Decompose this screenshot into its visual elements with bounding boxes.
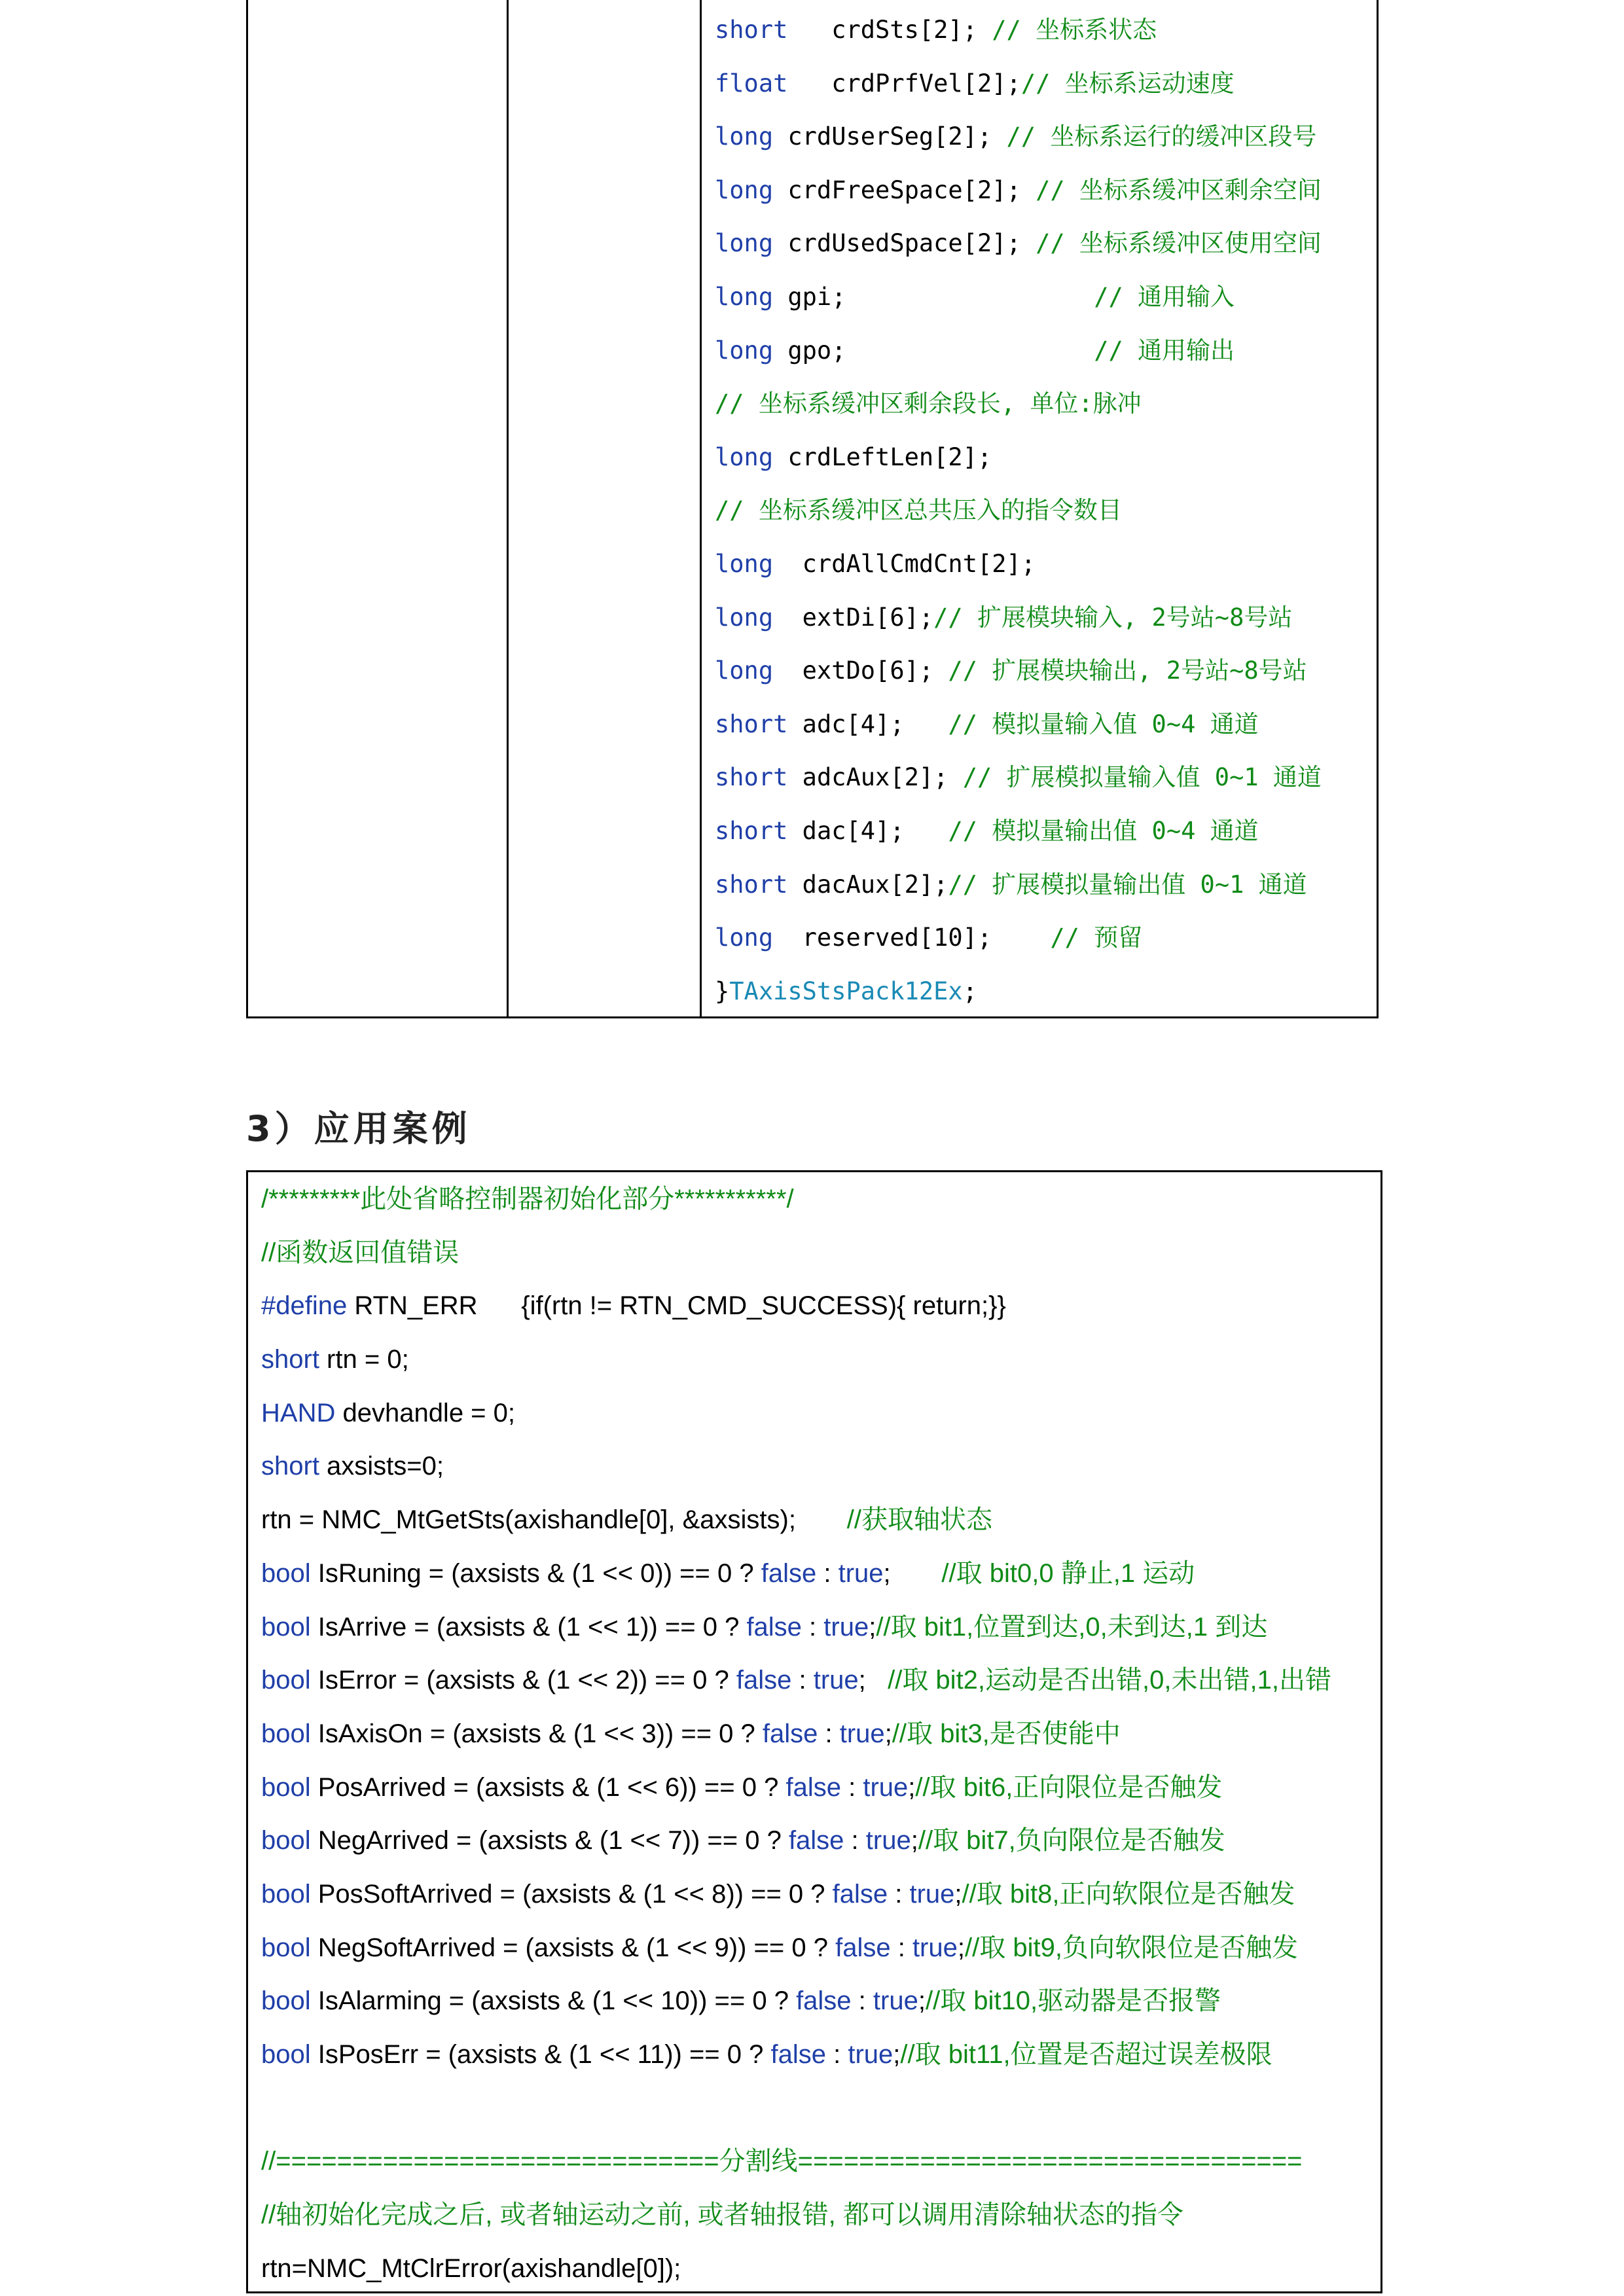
code-line bbox=[261, 1280, 1331, 1333]
code-line bbox=[261, 1761, 1331, 1815]
code-token: long bbox=[715, 442, 774, 471]
code-line bbox=[261, 2189, 1331, 2242]
code-line bbox=[261, 1333, 1331, 1387]
code-token: : bbox=[816, 1558, 839, 1588]
code-token: // 坐标系缓冲区总共压入的指令数目 bbox=[715, 496, 1122, 525]
code-token: short bbox=[261, 1345, 319, 1374]
code-token: // 扩展模拟量输出值 0~1 通道 bbox=[948, 870, 1307, 899]
code-token: extDo[6]; bbox=[773, 656, 948, 685]
code-token: true bbox=[865, 1826, 911, 1856]
code-token: ; bbox=[918, 1986, 926, 2016]
code-token: TAxisStsPack12Ex bbox=[729, 977, 963, 1005]
code-token: ; bbox=[869, 1612, 876, 1641]
code-line bbox=[261, 2028, 1331, 2082]
code-token: ; bbox=[908, 1772, 916, 1802]
code-line bbox=[715, 804, 1322, 858]
code-token: : bbox=[851, 1986, 873, 2016]
code-token: float bbox=[715, 69, 788, 98]
code-token: //取 bit6,正向限位是否触发 bbox=[915, 1772, 1223, 1802]
code-token: //获取轴状态 bbox=[846, 1505, 992, 1535]
code-token: adcAux[2]; bbox=[787, 763, 963, 792]
code-line bbox=[715, 591, 1322, 645]
code-token: // 模拟量输出值 0~4 通道 bbox=[948, 816, 1259, 845]
code-token: NegSoftArrived = (axsists & (1 << 9)) == 0 ? bbox=[310, 1933, 836, 1962]
code-token: : bbox=[801, 1612, 824, 1641]
code-token: //函数返回值错误 bbox=[261, 1238, 460, 1267]
code-line bbox=[715, 3, 1322, 57]
code-token: crdUsedSpace[2]; bbox=[773, 229, 1036, 258]
code-token: bool bbox=[261, 1558, 311, 1588]
code-token: long bbox=[715, 229, 774, 258]
code-token: bool bbox=[261, 1772, 311, 1802]
code-token: false bbox=[770, 2040, 826, 2069]
code-line bbox=[261, 1547, 1331, 1601]
code-token: : bbox=[844, 1826, 866, 1856]
code-token: adc[4]; bbox=[787, 709, 948, 738]
code-token: false bbox=[785, 1772, 841, 1802]
code-line bbox=[261, 1868, 1331, 1922]
code-token: true bbox=[909, 1879, 955, 1909]
code-token: long bbox=[715, 924, 774, 952]
code-token: : bbox=[890, 1933, 912, 1962]
code-token: ; bbox=[911, 1826, 918, 1856]
code-token: long bbox=[715, 336, 774, 365]
code-token: crdUserSeg[2]; bbox=[773, 122, 1007, 151]
table-column-divider bbox=[507, 0, 509, 1016]
code-line bbox=[261, 1601, 1331, 1655]
code-line bbox=[261, 1387, 1331, 1441]
code-token: short bbox=[261, 1452, 319, 1481]
code-line bbox=[715, 270, 1322, 324]
code-token: bool bbox=[261, 1986, 311, 2016]
code-token: short bbox=[715, 709, 788, 738]
code-token: : bbox=[826, 2040, 848, 2069]
code-line bbox=[715, 484, 1322, 537]
code-token: false bbox=[832, 1879, 888, 1909]
code-token: : bbox=[840, 1772, 863, 1802]
code-token: false bbox=[736, 1666, 792, 1695]
code-token: short bbox=[715, 763, 788, 792]
code-token: bool bbox=[261, 1612, 311, 1641]
code-token: crdSts[2]; bbox=[787, 16, 992, 44]
code-token: devhandle = 0; bbox=[335, 1398, 516, 1427]
code-token: PosSoftArrived = (axsists & (1 << 8)) == 0 ? bbox=[310, 1879, 833, 1909]
code-token: ; bbox=[858, 1666, 888, 1695]
code-token: // 扩展模块输入, 2号站~8号站 bbox=[933, 603, 1293, 632]
code-token: bool bbox=[261, 1879, 311, 1909]
code-token: crdFreeSpace[2]; bbox=[773, 175, 1036, 204]
code-line bbox=[261, 1173, 1331, 1227]
code-line bbox=[715, 537, 1322, 591]
code-line bbox=[715, 110, 1322, 164]
code-line bbox=[715, 377, 1322, 431]
code-token: short bbox=[715, 16, 788, 44]
code-token: axsists=0; bbox=[319, 1452, 444, 1481]
code-token: //取 bit7,负向限位是否触发 bbox=[918, 1826, 1225, 1856]
code-token: // 坐标系缓冲区剩余空间 bbox=[1036, 175, 1322, 204]
code-token: // 坐标系运动速度 bbox=[1020, 69, 1235, 98]
code-token: gpo; bbox=[773, 336, 1094, 365]
code-token: bool bbox=[261, 1826, 311, 1856]
code-token: gpi; bbox=[773, 282, 1094, 311]
code-line bbox=[715, 324, 1322, 378]
code-token: false bbox=[762, 1719, 818, 1748]
code-line bbox=[715, 164, 1322, 217]
code-token: bool bbox=[261, 1719, 311, 1748]
code-token: dacAux[2]; bbox=[787, 870, 948, 899]
code-token: : bbox=[888, 1879, 910, 1909]
code-token: crdPrfVel[2]; bbox=[787, 69, 1021, 98]
code-token: false bbox=[761, 1558, 817, 1588]
code-token: rtn = NMC_MtGetSts(axishandle[0], &axsists); bbox=[261, 1505, 847, 1535]
code-token: //取 bit2,运动是否出错,0,未出错,1,出错 bbox=[888, 1666, 1331, 1695]
code-token: //取 bit3,是否使能中 bbox=[892, 1719, 1121, 1748]
code-token: extDi[6]; bbox=[773, 603, 934, 632]
code-token: true bbox=[873, 1986, 918, 2016]
code-line bbox=[261, 1975, 1331, 2028]
code-token: true bbox=[848, 2040, 893, 2069]
code-line bbox=[261, 1227, 1331, 1280]
code-token: // 扩展模拟量输入值 0~1 通道 bbox=[962, 763, 1322, 792]
code-line bbox=[715, 57, 1322, 111]
code-line bbox=[715, 644, 1322, 698]
code-line bbox=[715, 698, 1322, 751]
code-line bbox=[715, 217, 1322, 270]
code-token: // 坐标系缓冲区使用空间 bbox=[1036, 229, 1322, 258]
code-token: // 通用输入 bbox=[1094, 282, 1235, 311]
code-token: IsRuning = (axsists & (1 << 0)) == 0 ? bbox=[310, 1558, 761, 1588]
table-column-divider bbox=[700, 0, 702, 1016]
code-token: ; bbox=[893, 2040, 901, 2069]
code-token: // 坐标系缓冲区剩余段长, 单位:脉冲 bbox=[715, 389, 1142, 418]
code-token: } bbox=[715, 977, 730, 1005]
code-token: false bbox=[835, 1933, 891, 1962]
code-token: ; bbox=[962, 977, 977, 1005]
code-token: true bbox=[863, 1772, 909, 1802]
code-line bbox=[261, 2242, 1331, 2296]
code-token: ; bbox=[884, 1719, 892, 1748]
code-token: /*********此处省略控制器初始化部分***********/ bbox=[261, 1185, 794, 1213]
example-code-block bbox=[261, 1170, 1331, 2295]
code-line bbox=[261, 2135, 1331, 2189]
code-token: // 坐标系状态 bbox=[992, 16, 1157, 44]
code-token: //取 bit10,驱动器是否报警 bbox=[925, 1986, 1221, 2016]
code-token: long bbox=[715, 282, 774, 311]
code-token: true bbox=[823, 1612, 869, 1641]
code-line bbox=[261, 1440, 1331, 1494]
code-token: bool bbox=[261, 1933, 311, 1962]
code-token: IsAlarming = (axsists & (1 << 10)) == 0 ? bbox=[310, 1986, 797, 2016]
code-token: // 坐标系运行的缓冲区段号 bbox=[1006, 122, 1317, 151]
code-token: ; bbox=[957, 1933, 965, 1962]
code-token: crdAllCmdCnt[2]; bbox=[773, 549, 1036, 578]
code-token: // 模拟量输入值 0~4 通道 bbox=[948, 709, 1259, 738]
code-token: rtn = 0; bbox=[319, 1345, 409, 1374]
code-token: ; bbox=[954, 1879, 962, 1909]
code-token: false bbox=[746, 1612, 802, 1641]
code-line bbox=[715, 858, 1322, 912]
code-token: HAND bbox=[261, 1398, 336, 1427]
code-token: //取 bit0,0 静止,1 运动 bbox=[941, 1558, 1195, 1588]
code-line bbox=[261, 1654, 1331, 1708]
code-token: //取 bit9,负向软限位是否触发 bbox=[965, 1933, 1298, 1962]
code-token: long bbox=[715, 603, 774, 632]
code-token: true bbox=[838, 1558, 884, 1588]
code-line bbox=[261, 1922, 1331, 1975]
code-token: long bbox=[715, 175, 774, 204]
code-token: : bbox=[818, 1719, 840, 1748]
code-token: // 预留 bbox=[1050, 924, 1143, 952]
code-token: bool bbox=[261, 1666, 311, 1695]
code-token: false bbox=[788, 1826, 844, 1856]
code-token: crdLeftLen[2]; bbox=[773, 442, 992, 471]
code-line bbox=[261, 1494, 1331, 1547]
code-line bbox=[715, 751, 1322, 804]
code-token: bool bbox=[261, 2040, 311, 2069]
code-line bbox=[261, 1708, 1331, 1761]
code-token: false bbox=[796, 1986, 852, 2016]
code-line bbox=[715, 911, 1322, 965]
code-token: ; bbox=[883, 1558, 942, 1588]
code-line bbox=[261, 1814, 1331, 1868]
code-token: IsArrive = (axsists & (1 << 1)) == 0 ? bbox=[310, 1612, 747, 1641]
code-token: IsError = (axsists & (1 << 2)) == 0 ? bbox=[310, 1666, 736, 1695]
code-token: long bbox=[715, 122, 774, 151]
code-token: IsAxisOn = (axsists & (1 << 3)) == 0 ? bbox=[310, 1719, 763, 1748]
code-token: RTN_ERR {if(rtn != RTN_CMD_SUCCESS){ return;}} bbox=[347, 1291, 1006, 1321]
code-line bbox=[261, 2082, 1331, 2136]
code-line bbox=[715, 965, 1322, 1018]
code-token: true bbox=[813, 1666, 859, 1695]
code-token: //取 bit1,位置到达,0,未到达,1 到达 bbox=[876, 1612, 1268, 1641]
code-token: // 通用输出 bbox=[1094, 336, 1235, 365]
code-token: reserved[10]; bbox=[773, 924, 1051, 952]
code-token: long bbox=[715, 656, 774, 685]
code-token: true bbox=[839, 1719, 885, 1748]
code-line bbox=[715, 431, 1322, 484]
code-token: short bbox=[715, 816, 788, 845]
code-token: NegArrived = (axsists & (1 << 7)) == 0 ? bbox=[310, 1826, 789, 1856]
code-token: rtn=NMC_MtClrError(axishandle[0]); bbox=[261, 2253, 681, 2283]
code-token: : bbox=[791, 1666, 814, 1695]
code-token: #define bbox=[261, 1291, 348, 1321]
code-token: //取 bit11,位置是否超过误差极限 bbox=[900, 2040, 1272, 2069]
section-heading: 3）应用案例 bbox=[246, 1108, 471, 1149]
code-token: PosArrived = (axsists & (1 << 6)) == 0 ? bbox=[310, 1772, 786, 1802]
struct-code-block bbox=[715, 0, 1322, 1018]
code-token: dac[4]; bbox=[787, 816, 948, 845]
code-token: //取 bit8,正向软限位是否触发 bbox=[962, 1879, 1295, 1909]
code-token: //=============================分割线================================= bbox=[261, 2147, 1303, 2176]
code-token: //轴初始化完成之后, 或者轴运动之前, 或者轴报错, 都可以调用清除轴状态的指令 bbox=[261, 2200, 1183, 2230]
code-token: // 扩展模块输出, 2号站~8号站 bbox=[948, 656, 1307, 685]
code-token: true bbox=[912, 1933, 958, 1962]
code-token: IsPosErr = (axsists & (1 << 11)) == 0 ? bbox=[310, 2040, 771, 2069]
code-token: long bbox=[715, 549, 774, 578]
code-token: short bbox=[715, 870, 788, 899]
